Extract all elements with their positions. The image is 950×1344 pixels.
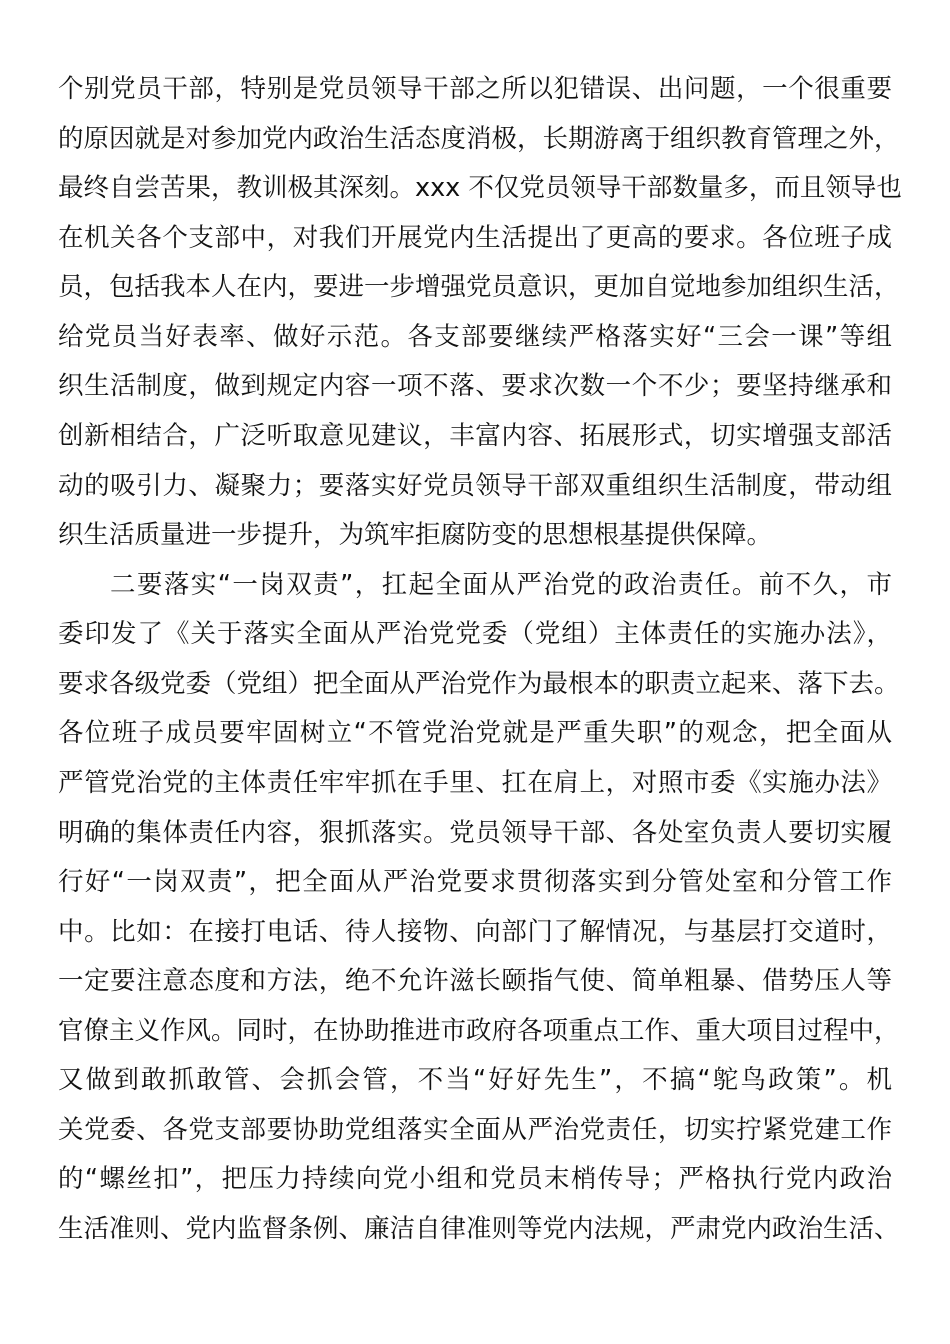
- text-line: 一定要注意态度和方法，绝不允许滋长颐指气使、简单粗暴、借势压人等: [58, 966, 892, 996]
- text-line: 给党员当好表率、做好示范。各支部要继续严格落实好“三会一课”等组: [58, 322, 892, 352]
- text-line: 生活准则、党内监督条例、廉洁自律准则等党内法规，严肃党内政治生活、: [58, 1214, 900, 1244]
- text-line: 要求各级党委（党组）把全面从严治党作为最根本的职责立起来、落下去。: [58, 669, 900, 699]
- text-line: 动的吸引力、凝聚力；要落实好党员领导干部双重组织生活制度，带动组: [58, 471, 892, 501]
- text-line: 官僚主义作风。同时，在协助推进市政府各项重点工作、重大项目过程中，: [58, 1016, 900, 1046]
- text-line: 的原因就是对参加党内政治生活态度消极，长期游离于组织教育管理之外，: [58, 124, 900, 154]
- text-line: 又做到敢抓敢管、会抓会管，不当“好好先生”，不搞“鸵鸟政策”。机: [58, 1065, 892, 1095]
- text-line: 创新相结合，广泛听取意见建议，丰富内容、拓展形式，切实增强支部活: [58, 421, 892, 451]
- text-line: 员，包括我本人在内，要进一步增强党员意识，更加自觉地参加组织生活，: [58, 272, 900, 302]
- text-line: 委印发了《关于落实全面从严治党党委（党组）主体责任的实施办法》，: [58, 619, 892, 649]
- text-line: 最终自尝苦果，教训极其深刻。xxx 不仅党员领导干部数量多，而且领导也: [58, 173, 902, 203]
- text-line: 各位班子成员要牢固树立“不管党治党就是严重失职”的观念，把全面从: [58, 718, 892, 748]
- text-line: 行好“一岗双责”，把全面从严治党要求贯彻落实到分管处室和分管工作: [58, 867, 892, 897]
- text-line: 在机关各个支部中，对我们开展党内生活提出了更高的要求。各位班子成: [58, 223, 892, 253]
- text-line: 严管党治党的主体责任牢牢抓在手里、扛在肩上，对照市委《实施办法》: [58, 768, 892, 798]
- text-line: 关党委、各党支部要协助党组落实全面从严治党责任，切实拧紧党建工作: [58, 1115, 892, 1145]
- text-line: 明确的集体责任内容，狠抓落实。党员领导干部、各处室负责人要切实履: [58, 818, 892, 848]
- text-line: 织生活制度，做到规定内容一项不落、要求次数一个不少；要坚持继承和: [58, 371, 892, 401]
- text-line: 的“螺丝扣”，把压力持续向党小组和党员末梢传导；严格执行党内政治: [58, 1164, 892, 1194]
- paragraph-start-line: 二要落实“一岗双责”，扛起全面从严治党的政治责任。前不久，市: [110, 570, 892, 600]
- text-line: 织生活质量进一步提升，为筑牢拒腐防变的思想根基提供保障。: [58, 520, 773, 550]
- text-line: 个别党员干部，特别是党员领导干部之所以犯错误、出问题，一个很重要: [58, 74, 892, 104]
- text-line: 中。比如：在接打电话、待人接物、向部门了解情况，与基层打交道时，: [58, 917, 892, 947]
